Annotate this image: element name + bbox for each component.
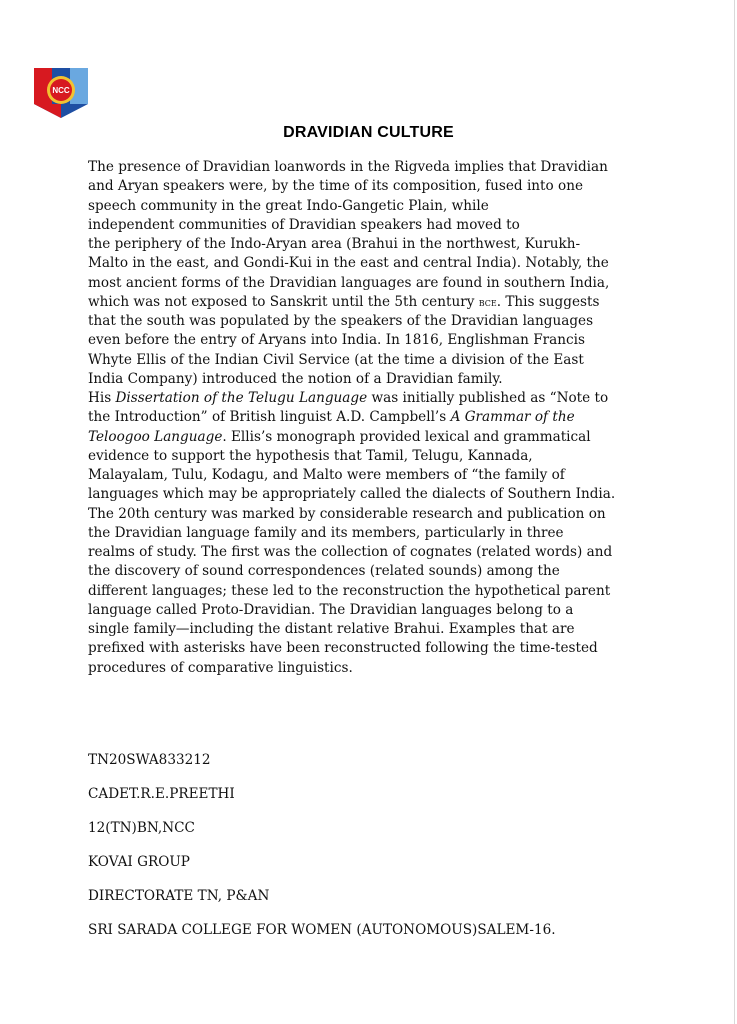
paragraph-line [88, 428, 688, 447]
book-title: Teloogoo Language [88, 428, 223, 445]
paragraph-line: most ancient forms of the Dravidian languages are found in southern India, [88, 274, 610, 291]
paragraph-line [88, 408, 688, 427]
cadet-name: CADET.R.E.PREETHI [88, 786, 235, 802]
paragraph-line: different languages; these led to the reconstruction the hypothetical parent [88, 582, 611, 599]
paragraph-line: that the south was populated by the speakers of the Dravidian languages [88, 313, 594, 329]
paragraph-line: single family—including the distant relative Brahui. Examples that are [88, 621, 575, 637]
bce-abbr: bce [478, 294, 497, 309]
directorate: DIRECTORATE TN, P&AN [88, 888, 270, 904]
paragraph-line [88, 293, 688, 312]
paragraph-line: India Company) introduced the notion of a Dravidian family. [88, 370, 503, 387]
paragraph-line: the periphery of the Indo-Aryan area (Brahui in the northwest, Kurukh- [88, 236, 581, 252]
paragraph-line: Malto in the east, and Gondi-Kui in the east and central India). Notably, the [88, 255, 609, 272]
paragraph-line: evidence to support the hypothesis that Tamil, Telugu, Kannada, [88, 447, 533, 464]
paragraph-line: the discovery of sound correspondences (related sounds) among the [88, 563, 560, 580]
paragraph-line: and Aryan speakers were, by the time of its composition, fused into one [88, 178, 583, 195]
battalion: 12(TN)BN,NCC [88, 820, 195, 836]
paragraph-line: even before the entry of Aryans into India. In 1816, Englishman Francis [88, 332, 585, 349]
paragraph-line: independent communities of Dravidian speakers had moved to [88, 216, 520, 233]
paragraph-line: procedures of comparative linguistics. [88, 659, 353, 676]
paragraph-line: The 20th century was marked by considerable research and publication on [88, 505, 606, 522]
paragraph-line [88, 389, 688, 408]
paragraph-text: which was not exposed to Sanskrit until the 5th century [88, 293, 475, 310]
paragraph-text: was initially published as “Note to [367, 390, 609, 406]
paragraph-line: languages which may be appropriately called the dialects of Southern India. [88, 486, 616, 503]
logo-shield-point-red [34, 104, 61, 118]
paragraph-line: language called Proto-Dravidian. The Dravidian languages belong to a [88, 601, 574, 618]
paragraph-text: His [88, 390, 112, 406]
page-title: DRAVIDIAN CULTURE [283, 124, 454, 141]
logo-text: NCC [52, 86, 70, 95]
paragraph-line: Whyte Ellis of the Indian Civil Service (at the time a division of the East [88, 351, 584, 368]
paragraph-line: prefixed with asterisks have been reconstructed following the time-tested [88, 640, 598, 657]
paragraph-text: . Ellis’s monograph provided lexical and grammatical [222, 428, 591, 445]
cadet-number: TN20SWA833212 [88, 752, 211, 768]
paragraph-text: the Introduction” of British linguist A.D. Campbell’s [88, 409, 447, 426]
book-title: Dissertation of the Telugu Language [115, 390, 368, 406]
paragraph-line: The presence of Dravidian loanwords in the Rigveda implies that Dravidian [88, 159, 608, 175]
paragraph-line: speech community in the great Indo-Gangetic Plain, while [88, 197, 489, 214]
book-title: A Grammar of the [450, 409, 575, 426]
paragraph-text: . This suggests [496, 293, 600, 310]
group: KOVAI GROUP [88, 854, 190, 870]
ncc-logo [34, 68, 88, 118]
paragraph-line: the Dravidian language family and its members, particularly in three [88, 524, 564, 541]
college: SRI SARADA COLLEGE FOR WOMEN (AUTONOMOUS)SALEM-16. [88, 922, 556, 938]
paragraph-line: Malayalam, Tulu, Kodagu, and Malto were members of “the family of [88, 467, 565, 483]
paragraph-line: realms of study. The first was the collection of cognates (related words) and [88, 544, 613, 560]
page-edge [734, 0, 735, 1024]
body-paragraph [88, 158, 688, 678]
